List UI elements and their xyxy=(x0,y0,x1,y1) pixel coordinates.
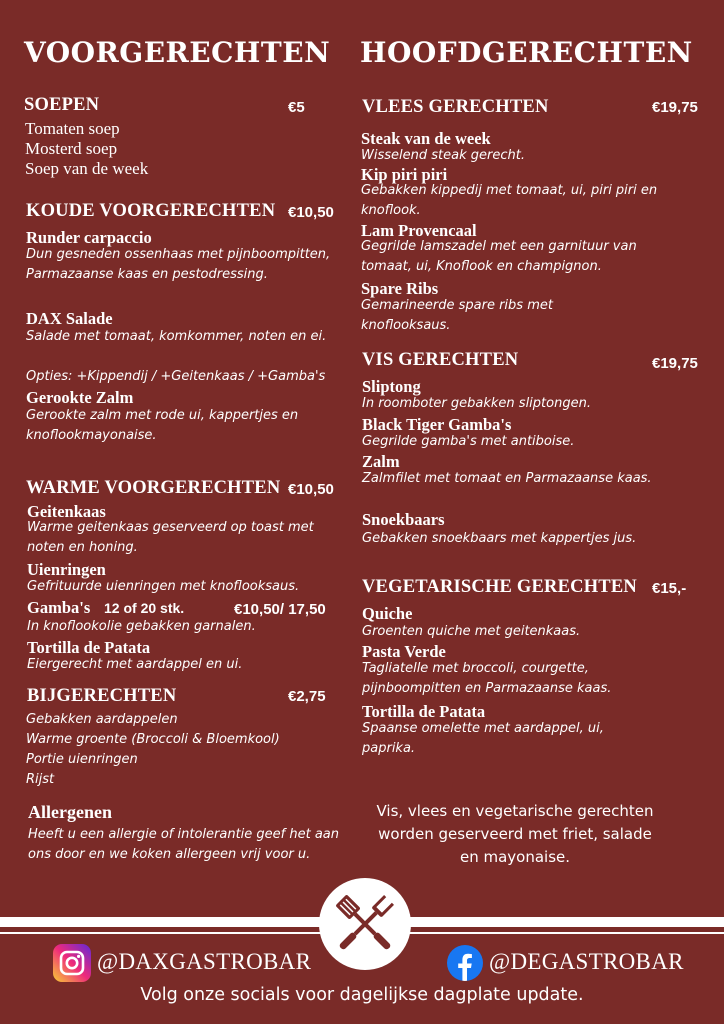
item-name: Tortilla de Patata xyxy=(362,702,486,721)
item-name: Lam Provencaal xyxy=(361,221,477,240)
item-desc: Tagliatelle met broccoli, courgette, pijnboompitten en Parmazaanse kaas. xyxy=(362,661,612,696)
right-title: HOOFDGERECHTEN xyxy=(360,36,693,69)
item-name: Kip piri piri xyxy=(361,165,448,184)
item-name: Tortilla de Patata xyxy=(27,638,151,657)
facebook-icon[interactable] xyxy=(447,945,483,981)
section-vis: VIS GERECHTEN xyxy=(362,350,519,370)
spatula-fork-icon xyxy=(319,878,411,970)
section-vlees: VLEES GERECHTEN xyxy=(362,97,549,117)
item-name: Snoekbaars xyxy=(362,510,445,529)
item-desc: Zalmfilet met tomaat en Parmazaanse kaas. xyxy=(362,471,652,486)
price-bijgerechten: €2,75 xyxy=(288,688,326,705)
price-gambas: €10,50/ 17,50 xyxy=(234,601,326,618)
item-name: DAX Salade xyxy=(26,309,113,328)
price-vis: €19,75 xyxy=(652,355,698,372)
item-name: Runder carpaccio xyxy=(26,228,152,247)
serving-note: Vis, vlees en vegetarische gerechten worden geserveerd met friet, salade en mayonaise. xyxy=(376,802,654,866)
facebook-handle[interactable]: @DEGASTROBAR xyxy=(489,949,684,974)
item-name: Steak van de week xyxy=(361,129,491,148)
item-desc: In knoflookolie gebakken garnalen. xyxy=(27,619,256,634)
allergenen-title: Allergenen xyxy=(28,802,112,822)
item-desc: Gefrituurde uienringen met knoflooksaus. xyxy=(27,579,300,594)
soep-item: Mosterd soep xyxy=(25,139,118,158)
item-options: Opties: +Kippendij / +Geitenkaas / +Gamba's xyxy=(26,369,326,384)
item-desc: Spaanse omelette met aardappel, ui, paprika. xyxy=(362,721,604,756)
item-name: Geitenkaas xyxy=(27,502,106,521)
soep-item: Soep van de week xyxy=(25,159,149,178)
footer-tagline: Volg onze socials voor dagelijkse dagplate update. xyxy=(140,985,584,1005)
item-desc: Gebakken snoekbaars met kappertjes jus. xyxy=(362,531,637,546)
price-soepen: €5 xyxy=(288,99,305,116)
item-desc: Wisselend steak gerecht. xyxy=(361,148,525,163)
logo-badge xyxy=(319,878,411,970)
section-soepen: SOEPEN xyxy=(24,95,100,115)
item-name: Black Tiger Gamba's xyxy=(362,415,512,434)
item-desc: Gerookte zalm met rode ui, kappertjes en knoflookmayonaise. xyxy=(26,408,299,443)
item-extra: 12 of 20 stk. xyxy=(104,600,185,616)
side-item: Rijst xyxy=(26,772,55,787)
item-desc: In roomboter gebakken sliptongen. xyxy=(362,396,591,411)
price-vlees: €19,75 xyxy=(652,99,698,116)
instagram-handle[interactable]: @DAXGASTROBAR xyxy=(97,949,312,974)
item-name: Zalm xyxy=(362,452,400,471)
item-desc: Salade met tomaat, komkommer, noten en ei. xyxy=(26,329,327,344)
section-vegetarisch: VEGETARISCHE GERECHTEN xyxy=(362,577,637,597)
item-desc: Gegrilde lamszadel met een garnituur van tomaat, ui, Knoflook en champignon. xyxy=(361,239,637,274)
item-name: Spare Ribs xyxy=(361,279,439,298)
item-desc: Gebakken kippedij met tomaat, ui, piri piri en knoflook. xyxy=(361,183,658,218)
item-desc: Eiergerecht met aardappel en ui. xyxy=(27,657,243,672)
price-koude: €10,50 xyxy=(288,204,334,221)
item-desc: Dun gesneden ossenhaas met pijnboompitten, Parmazaanse kaas en pestodressing. xyxy=(26,247,331,282)
item-desc: Groenten quiche met geitenkaas. xyxy=(362,624,581,639)
item-name: Gamba's xyxy=(27,598,91,617)
item-name: Uienringen xyxy=(27,560,106,579)
item-desc: Warme geitenkaas geserveerd op toast met noten en honing. xyxy=(27,520,314,555)
soep-item: Tomaten soep xyxy=(25,119,120,138)
left-title: VOORGERECHTEN xyxy=(24,36,331,69)
item-name: Gerookte Zalm xyxy=(26,388,134,407)
price-vegetarisch: €15,- xyxy=(652,580,687,597)
side-item: Gebakken aardappelen xyxy=(26,712,178,727)
side-item: Warme groente (Broccoli & Bloemkool) xyxy=(26,732,280,747)
item-desc: Gemarineerde spare ribs met knoflooksaus. xyxy=(361,298,553,333)
section-koude: KOUDE VOORGERECHTEN xyxy=(26,201,276,221)
item-name: Quiche xyxy=(362,604,413,623)
section-bijgerechten: BIJGERECHTEN xyxy=(27,686,177,706)
instagram-icon[interactable] xyxy=(53,944,91,982)
item-desc: Gegrilde gamba's met antiboise. xyxy=(362,434,575,449)
item-name: Sliptong xyxy=(362,377,421,396)
section-warme: WARME VOORGERECHTEN xyxy=(26,478,281,498)
item-name: Pasta Verde xyxy=(362,642,446,661)
allergenen-desc: Heeft u een allergie of intolerantie geef het aan ons door en we koken allergeen vrij voor u. xyxy=(28,827,340,862)
side-item: Portie uienringen xyxy=(26,752,138,767)
price-warme: €10,50 xyxy=(288,481,334,498)
